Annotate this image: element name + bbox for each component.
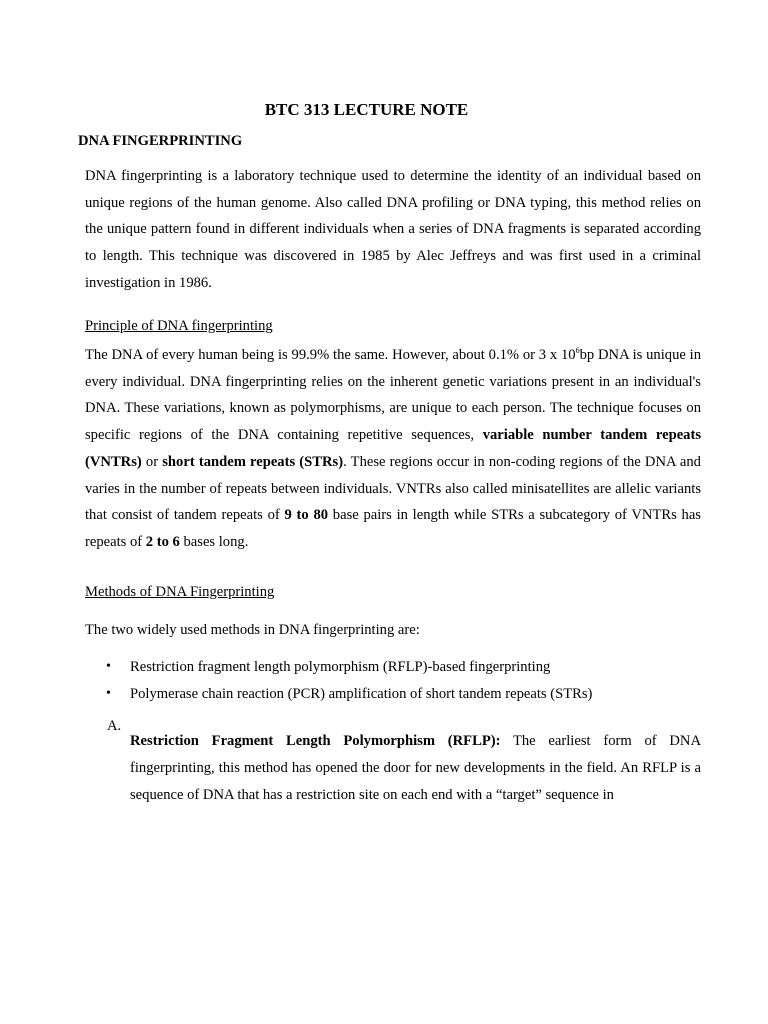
bullet-icon: • — [106, 685, 111, 701]
exponent: 6 — [575, 346, 580, 355]
principle-text-2: bp DNA is unique in every individual. DNA fingerprinting relies on the inherent genetic variations present in an individual's DNA. These variations, known as polymorphisms, are unique to each person. The technique focuses on specific regions of the DNA containing repetitive sequences, — [85, 347, 701, 444]
str-term: short tandem repeats (STRs) — [162, 453, 344, 470]
section-heading: DNA FINGERPRINTING — [78, 133, 243, 149]
methods-bullet-list — [85, 654, 701, 707]
vntr-range: 9 to 80 — [284, 507, 329, 524]
document-title: BTC 313 LECTURE NOTE — [264, 100, 469, 119]
principle-text-6: bases long. — [179, 533, 249, 550]
principle-text-3: or — [141, 453, 163, 470]
lettered-item-a — [107, 713, 701, 823]
methods-intro: The two widely used methods in DNA fingerprinting are: — [85, 622, 420, 638]
principle-text-5: base pairs in length while STRs a subcategory of VNTRs has repeats of — [85, 507, 701, 550]
list-item-text: Restriction fragment length polymorphism (RFLP)-based fingerprinting — [130, 659, 551, 675]
principle-text-4: . These regions occur in non-coding regions of the DNA and varies in the number of repeats between individuals. VNTRs also called minisatellites are allelic variants that consist of tandem repeats of — [85, 453, 701, 524]
vntr-term: variable number tandem repeats (VNTRs) — [85, 427, 702, 470]
list-item — [85, 681, 701, 708]
principle-text-1: The DNA of every human being is 99.9% the same. However, about 0.1% or 3 x 10 — [85, 347, 576, 363]
methods-heading: Methods of DNA Fingerprinting — [85, 584, 275, 600]
intro-paragraph: DNA fingerprinting is a laboratory technique used to determine the identity of an individual based on unique regions of the human genome. Also called DNA profiling or DNA typing, this method relies on the unique pattern found in different individuals when a series of DNA fragments is separated according to length. This technique was discovered in 1985 by Alec Jeffreys and was first used in a criminal investigation in 1986. — [85, 168, 701, 291]
bullet-icon: • — [106, 659, 111, 674]
list-item-text: Polymerase chain reaction (PCR) amplification of short tandem repeats (STRs) — [130, 685, 593, 702]
rflp-label: Restriction Fragment Length Polymorphism (RFLP): — [130, 732, 501, 749]
list-item — [85, 654, 701, 681]
principle-paragraph — [85, 342, 701, 556]
item-a-body — [130, 728, 701, 809]
item-letter: A. — [107, 718, 122, 734]
rflp-text: The earliest form of DNA fingerprinting, this method has opened the door for new developments in the field. An RFLP is a sequence of DNA that has a restriction site on each end with a “target” sequence in — [130, 732, 702, 803]
principle-heading: Principle of DNA fingerprinting — [85, 318, 273, 334]
str-range: 2 to 6 — [145, 533, 180, 550]
